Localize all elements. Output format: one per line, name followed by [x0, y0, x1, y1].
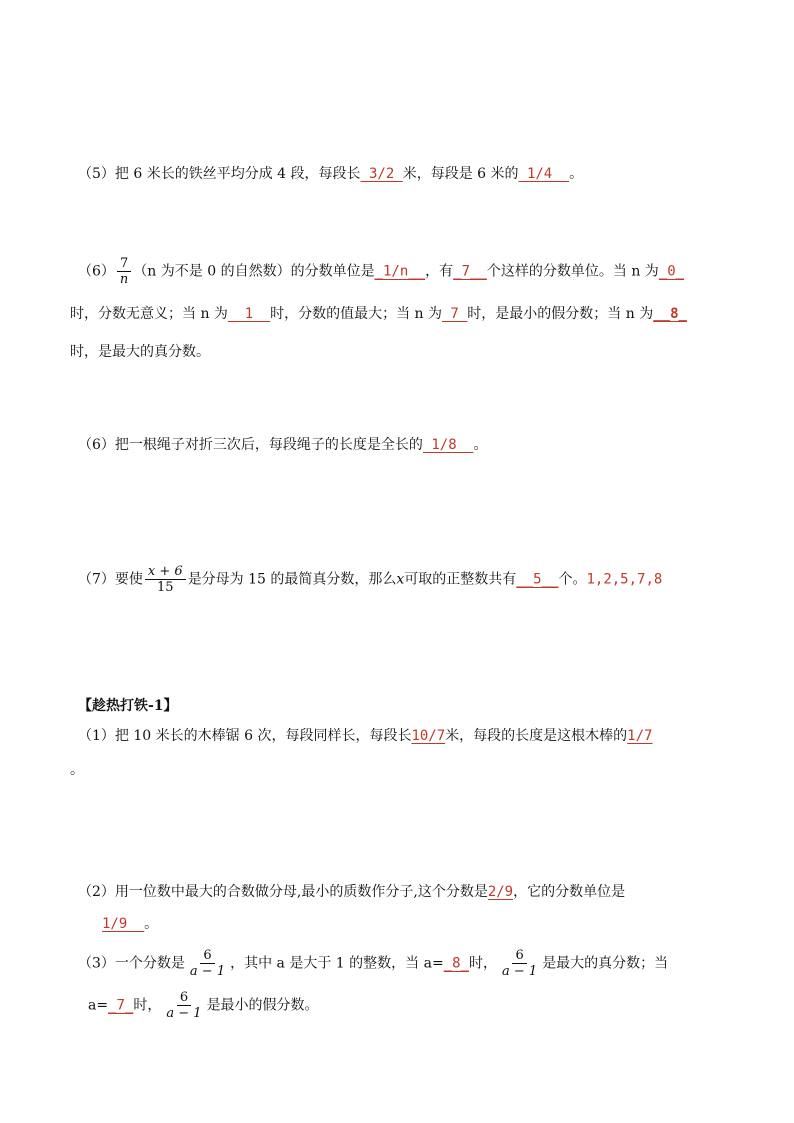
practice-3-line-2	[88, 990, 319, 1021]
fraction-denominator: a − 1	[166, 1006, 202, 1021]
question-text: 把 10 米长的木棒锯 6 次，每段同样长，每段长	[114, 728, 412, 744]
question-text: 米，每段的长度是这根木棒的	[445, 728, 628, 744]
answer-blank: _7_	[108, 997, 134, 1014]
question-text: 。	[144, 916, 159, 932]
practice-3	[78, 948, 668, 979]
question-6a-line-3	[70, 342, 210, 362]
question-text: 可取的正整数共有	[404, 571, 517, 588]
question-text: 时，	[133, 997, 162, 1014]
question-text: 是分母为 15 的最简真分数，那么	[187, 571, 397, 588]
answer-blank: 2/9	[487, 884, 514, 900]
fraction	[163, 990, 204, 1021]
question-number: （6）	[78, 437, 115, 453]
question-text: 一个分数是	[114, 955, 185, 972]
question-6a	[78, 256, 684, 287]
question-number: （1）	[78, 728, 115, 744]
question-text: 米，每段是 6 米的	[402, 166, 519, 182]
question-text: 时，	[469, 955, 497, 972]
question-text: 个。	[558, 571, 587, 588]
question-text: 时，是最小的假分数；当 n 为	[467, 306, 654, 322]
question-text: 用一位数中最大的合数做分母,最小的质数作分子,这个分数是	[114, 884, 488, 900]
question-text: 。	[70, 762, 84, 778]
fraction	[187, 948, 228, 979]
answer-blank: _8_	[443, 955, 469, 972]
fraction-denominator: n	[119, 272, 129, 287]
answer-note: 1,2,5,7,8	[586, 571, 663, 588]
question-6b	[78, 435, 488, 455]
question-5	[78, 164, 583, 184]
practice-2-line-2	[102, 914, 158, 934]
fraction	[117, 256, 131, 287]
question-text: 把 6 米长的铁丝平均分成 4 段，每段长	[114, 166, 361, 182]
answer-blank: __1__	[227, 306, 271, 322]
fraction-numerator: 6	[200, 948, 214, 964]
variable: x	[396, 571, 405, 588]
question-text: 时，分数的值最大；当 n 为	[270, 306, 442, 322]
question-text: 要使	[114, 571, 143, 588]
question-text: ，其中 a 是大于 1 的整数，当 a=	[230, 955, 444, 972]
fraction-numerator: x + 6	[145, 564, 186, 580]
question-text: 。	[569, 166, 584, 182]
answer-blank: _1/4__	[518, 166, 570, 182]
answer-blank: _1/8__	[422, 437, 474, 453]
question-text: ，它的分数单位是	[513, 884, 626, 900]
answer-blank: 10/7	[411, 728, 446, 744]
question-text: 是最大的真分数；当	[542, 955, 669, 972]
question-text: 是最小的假分数。	[206, 997, 319, 1014]
question-text: （n 为不是 0 的自然数）的分数单位是	[133, 263, 375, 280]
answer-blank: _0_	[658, 263, 685, 280]
answer-blank: 1/7	[627, 728, 653, 744]
question-6a-line-2	[70, 304, 687, 324]
answer-blank: _7__	[453, 263, 487, 280]
answer-blank: _7_	[442, 306, 468, 322]
question-7	[78, 564, 662, 595]
practice-1	[78, 726, 652, 746]
fraction-denominator: 15	[157, 580, 174, 595]
question-text: 时，是最大的真分数。	[70, 344, 210, 360]
question-text: a=	[88, 997, 109, 1014]
fraction-numerator: 6	[512, 948, 526, 964]
fraction	[145, 564, 186, 595]
answer-blank: 1/9__	[102, 916, 145, 932]
answer-blank: _1/n__	[374, 263, 426, 280]
answer-blank: __8_	[653, 306, 687, 322]
fraction	[499, 948, 540, 979]
practice-1-line-2	[70, 760, 84, 780]
question-number: （2）	[78, 884, 115, 900]
question-number: （6）	[78, 263, 115, 280]
question-number: （3）	[78, 955, 115, 972]
question-text: 。	[473, 437, 488, 453]
question-text: 把一根绳子对折三次后，每段绳子的长度是全长的	[114, 437, 423, 453]
question-text: 个这样的分数单位。当 n 为	[486, 263, 659, 280]
practice-2	[78, 882, 625, 902]
answer-blank: __5__	[516, 571, 559, 588]
answer-blank: _3/2_	[360, 166, 403, 182]
question-text: 时，分数无意义；当 n 为	[70, 306, 228, 322]
section-heading: 【趁热打铁-1】	[78, 698, 178, 714]
question-text: ，有	[425, 263, 454, 280]
question-number: （5）	[78, 166, 115, 182]
question-number: （7）	[78, 571, 115, 588]
fraction-denominator: a − 1	[502, 964, 538, 979]
fraction-numerator: 6	[177, 990, 191, 1006]
fraction-numerator: 7	[117, 256, 131, 272]
fraction-denominator: a − 1	[189, 964, 226, 979]
